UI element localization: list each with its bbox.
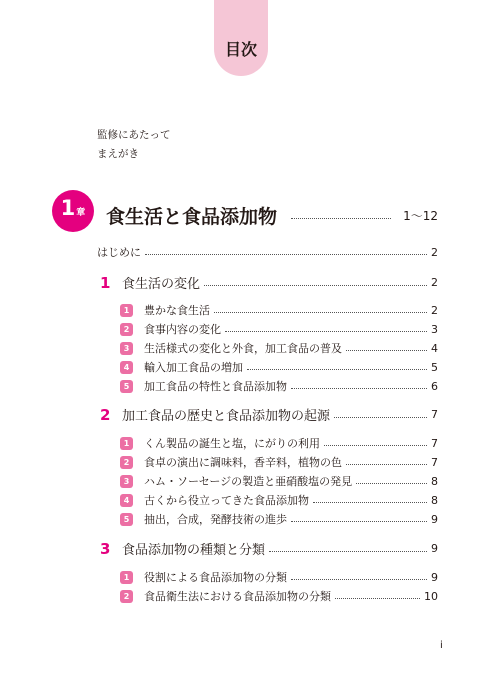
item-number-badge: 1 — [120, 571, 133, 584]
leader-dots — [291, 217, 391, 219]
item-page: 3 — [431, 322, 438, 336]
chapter-pages: 1～12 — [403, 209, 438, 223]
item-number-badge: 2 — [120, 323, 133, 336]
item-number-badge: 2 — [120, 456, 133, 469]
item-number-badge: 4 — [120, 361, 133, 374]
item-number-badge: 4 — [120, 494, 133, 507]
item-title: 輸入加工食品の増加 — [144, 361, 243, 374]
chapter-title-row[interactable] — [106, 202, 438, 229]
section-row[interactable] — [100, 405, 438, 424]
section-number: 1 — [100, 274, 111, 292]
section-title: 食品添加物の種類と分類 — [122, 543, 266, 558]
item-page: 7 — [431, 455, 438, 469]
leader-dots — [291, 578, 427, 580]
section-page: 7 — [431, 408, 438, 421]
leader-dots — [269, 550, 427, 552]
section-page: 2 — [431, 276, 438, 289]
item-title: 古くから役立ってきた食品添加物 — [144, 494, 309, 507]
section-row[interactable] — [100, 273, 438, 292]
item-number-badge: 1 — [120, 437, 133, 450]
toc-header-tab — [214, 0, 268, 76]
item-page: 5 — [431, 360, 438, 374]
leader-dots — [225, 330, 427, 332]
intro-label: はじめに — [97, 246, 141, 259]
toc-item-row[interactable] — [120, 321, 438, 337]
item-page: 10 — [424, 589, 438, 603]
item-page: 7 — [431, 436, 438, 450]
leader-dots — [313, 501, 427, 503]
item-page: 4 — [431, 341, 438, 355]
section-label — [100, 539, 265, 558]
item-number-badge: 3 — [120, 475, 133, 488]
item-number-badge: 3 — [120, 342, 133, 355]
front-matter-preface[interactable]: まえがき — [97, 148, 139, 160]
chapter-badge — [52, 190, 94, 232]
toc-item-row[interactable] — [120, 569, 438, 585]
leader-dots — [324, 444, 427, 446]
leader-dots — [204, 284, 427, 286]
section-title: 加工食品の歴史と食品添加物の起源 — [122, 409, 331, 424]
chapter-suffix: 章 — [76, 208, 86, 218]
item-title: 抽出，合成，発酵技術の進歩 — [144, 513, 287, 526]
leader-dots — [214, 311, 427, 313]
toc-item-row[interactable] — [120, 302, 438, 318]
section-label — [100, 273, 200, 292]
toc-item-row[interactable] — [120, 454, 438, 470]
item-title: 役割による食品添加物の分類 — [144, 571, 287, 584]
item-number-badge: 2 — [120, 590, 133, 603]
section-number: 2 — [100, 406, 111, 424]
item-page: 9 — [431, 512, 438, 526]
leader-dots — [346, 463, 427, 465]
item-title: 食事内容の変化 — [144, 323, 221, 336]
item-title: 食品衛生法における食品添加物の分類 — [144, 590, 331, 603]
item-title: ハム・ソーセージの製造と亜硝酸塩の発見 — [144, 475, 353, 488]
leader-dots — [291, 387, 427, 389]
front-matter-supervision[interactable]: 監修にあたって — [97, 129, 171, 141]
item-title: 加工食品の特性と食品添加物 — [144, 380, 287, 393]
item-page: 8 — [431, 474, 438, 488]
item-number-badge: 5 — [120, 513, 133, 526]
toc-item-row[interactable] — [120, 473, 438, 489]
leader-dots — [335, 597, 420, 599]
toc-item-row[interactable] — [120, 492, 438, 508]
item-title: 食卓の演出に調味料，香辛料，植物の色 — [144, 456, 342, 469]
item-page: 9 — [431, 570, 438, 584]
leader-dots — [291, 520, 427, 522]
item-page: 8 — [431, 493, 438, 507]
item-title: 生活様式の変化と外食，加工食品の普及 — [144, 342, 342, 355]
leader-dots — [247, 368, 427, 370]
item-title: くん製品の誕生と塩，にがりの利用 — [144, 437, 320, 450]
item-title: 豊かな食生活 — [144, 304, 210, 317]
section-title: 食生活の変化 — [122, 277, 201, 292]
section-row[interactable] — [100, 539, 438, 558]
leader-dots — [145, 253, 427, 255]
leader-dots — [346, 349, 427, 351]
section-label — [100, 405, 330, 424]
section-number: 3 — [100, 540, 111, 558]
chapter-title: 食生活と食品添加物 — [106, 206, 278, 228]
item-page: 6 — [431, 379, 438, 393]
item-page: 2 — [431, 303, 438, 317]
intro-page: 2 — [431, 245, 438, 259]
toc-item-row[interactable] — [120, 340, 438, 356]
toc-item-row[interactable] — [120, 588, 438, 604]
chapter-number: 1 — [60, 196, 76, 220]
leader-dots — [334, 416, 427, 418]
toc-item-row[interactable] — [120, 359, 438, 375]
toc-title: 目次 — [224, 39, 257, 59]
toc-item-row[interactable] — [120, 511, 438, 527]
page-number: i — [440, 640, 443, 651]
leader-dots — [356, 482, 427, 484]
intro-row[interactable] — [97, 244, 438, 260]
item-number-badge: 1 — [120, 304, 133, 317]
toc-item-row[interactable] — [120, 378, 438, 394]
section-page: 9 — [431, 542, 438, 555]
toc-item-row[interactable] — [120, 435, 438, 451]
item-number-badge: 5 — [120, 380, 133, 393]
